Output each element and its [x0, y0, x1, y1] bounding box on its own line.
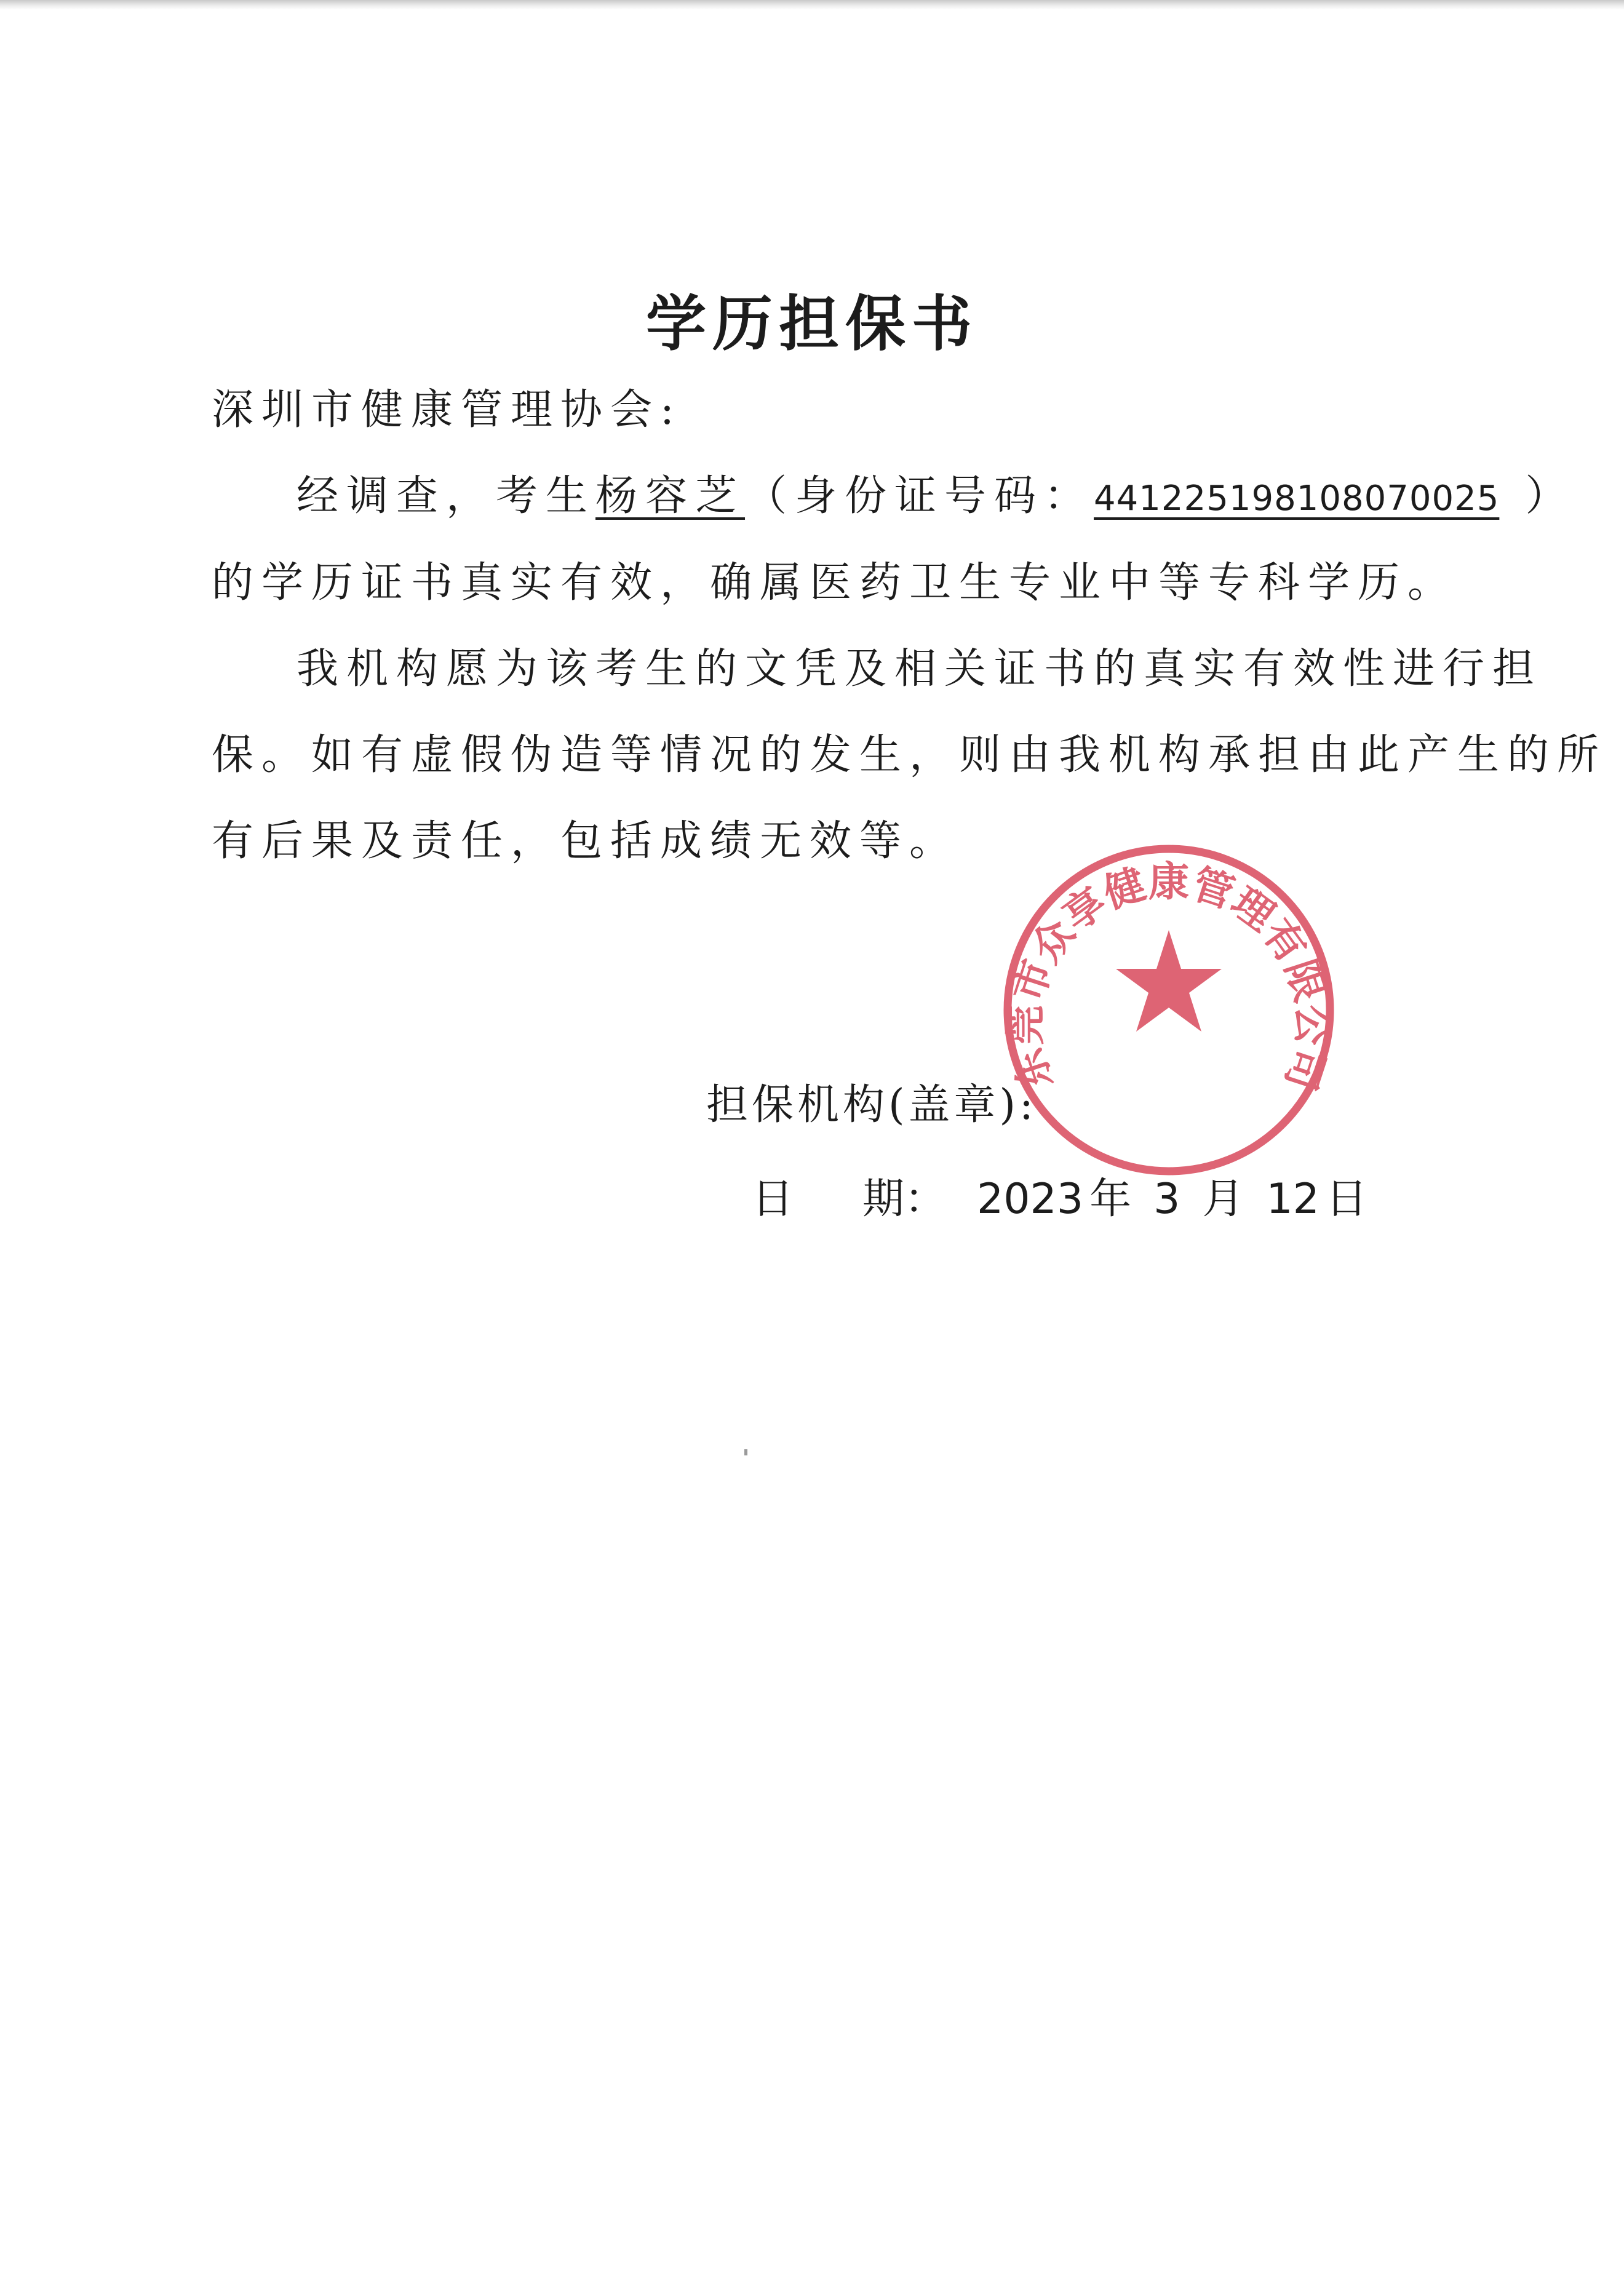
date-month-unit: 月: [1202, 1175, 1244, 1224]
scan-speck: [744, 1449, 747, 1455]
id-number: 441225198108070025: [1094, 479, 1500, 519]
signature-label: 担保机构(盖章):: [706, 1081, 1037, 1129]
date-label-qi: 期：: [862, 1175, 947, 1224]
id-close: ）: [1525, 472, 1575, 520]
id-open: （身份证号码：: [745, 472, 1094, 520]
paragraph-2-line-1: 我机构愿为该考生的文凭及相关证书的真实有效性进行担: [297, 645, 1543, 693]
date-day-unit: 日: [1325, 1175, 1367, 1224]
seal-star-icon: [1116, 930, 1222, 1032]
paragraph-1-line-1: [297, 463, 1575, 522]
date-day: 12: [1266, 1175, 1320, 1224]
company-seal: [997, 838, 1341, 1182]
date-month: 3: [1153, 1175, 1180, 1224]
paragraph-2-line-3: 有后果及责任，包括成绩无效等。: [212, 817, 960, 865]
date-label-ri: 日: [752, 1175, 794, 1224]
para1-lead: 经调查，考生: [297, 472, 596, 520]
date-year: 2023: [977, 1175, 1084, 1224]
seal-text: 东莞市众享健康管理有限公司: [1001, 857, 1337, 1096]
salutation: 深圳市健康管理协会:: [212, 386, 682, 434]
date-year-unit: 年: [1089, 1175, 1132, 1224]
candidate-name: 杨容芝: [595, 472, 746, 520]
paragraph-1-line-2: 的学历证书真实有效，确属医药卫生专业中等专科学历。: [212, 559, 1458, 607]
paragraph-2-line-2: 保。如有虚假伪造等情况的发生，则由我机构承担由此产生的所: [212, 731, 1607, 779]
scan-top-edge: [0, 0, 1624, 10]
document-title: 学历担保书: [645, 288, 978, 359]
